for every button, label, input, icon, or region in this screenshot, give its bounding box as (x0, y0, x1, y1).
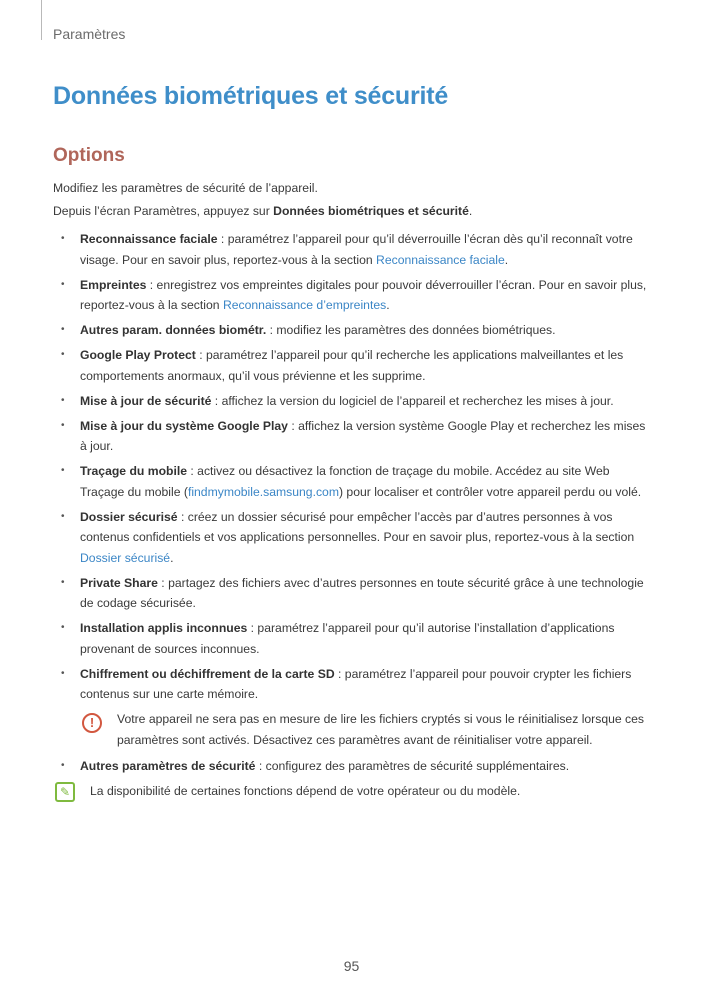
note-callout (53, 781, 653, 802)
header-divider (41, 0, 42, 40)
list-item-other-biometrics: • Autres param. données biométr. : modifiez les paramètres des données biométriques. (53, 320, 653, 341)
warning-callout (53, 709, 653, 750)
section-heading: Options (53, 145, 125, 166)
menu-path: Données biométriques et sécurité (273, 203, 469, 218)
list-item-google-play-system-update: • Mise à jour du système Google Play : affichez la version système Google Play et recherchez les mises à jour. (53, 416, 653, 457)
link-secure-folder[interactable]: Dossier sécurisé (80, 550, 171, 565)
breadcrumb: Paramètres (53, 26, 126, 42)
options-list-continued (53, 756, 653, 777)
instruction-paragraph: Depuis l’écran Paramètres, appuyez sur Données biométriques et sécurité. (53, 203, 473, 218)
link-fingerprint-recognition[interactable]: Reconnaissance d’empreintes (222, 298, 387, 312)
list-item-face-recognition: • Reconnaissance faciale : paramétrez l’appareil pour qu’il déverrouille l’écran dès qu’il reconnaît votre visage. Pour en savoir plus, reportez-vous à la section Reconnaissance faciale. (53, 229, 653, 270)
list-item-sd-encryption: • Chiffrement ou déchiffrement de la carte SD : paramétrez l’appareil pour pouvoir crypter les fichiers contenus sur une carte mémoire. (53, 664, 653, 705)
link-face-recognition[interactable]: Reconnaissance faciale (376, 252, 505, 267)
list-item-private-share: • Private Share : partagez des fichiers avec d’autres personnes en toute sécurité grâce à une technologie de codage sécurisée. (53, 573, 653, 614)
page-title: Données biométriques et sécurité (53, 82, 449, 110)
intro-paragraph: Modifiez les paramètres de sécurité de l’appareil. (53, 181, 318, 195)
list-item-unknown-apps: • Installation applis inconnues : paramétrez l’appareil pour qu’il autorise l’installation d’applications provenant de sources inconnues. (53, 618, 653, 659)
list-item-fingerprints: • Empreintes : enregistrez vos empreintes digitales pour pouvoir déverrouiller l’écran. Pour en savoir plus, reportez-vous à la section Reconnaissance d’empreintes. (53, 275, 653, 316)
content (53, 178, 653, 802)
exclamation-circle-icon: ! (82, 713, 102, 733)
list-item-secure-folder: • Dossier sécurisé : créez un dossier sécurisé pour empêcher l’accès par d’autres personnes à vos contenus confidentiels et vos applications personnelles. Pour en savoir plus, reportez-vous à la section Dossier sécurisé. (53, 507, 653, 569)
page-number: 95 (343, 958, 360, 974)
list-item-google-play-protect: • Google Play Protect : paramétrez l’appareil pour qu’il recherche les applications malveillantes et les comportements anormaux, qu’il vous prévienne et les supprime. (53, 345, 653, 386)
pencil-note-icon: ✎ (55, 782, 75, 802)
note-text: La disponibilité de certaines fonctions dépend de votre opérateur ou du modèle. (90, 784, 521, 798)
warning-text: Votre appareil ne sera pas en mesure de lire les fichiers cryptés si vous le réinitialisez lorsque ces paramètres sont activés. Désactivez ces paramètres avant de réinitialiser votre appareil. (117, 712, 645, 747)
list-item-security-update: • Mise à jour de sécurité : affichez la version du logiciel de l’appareil et recherchez les mises à jour. (53, 391, 653, 412)
list-item-other-security-settings: • Autres paramètres de sécurité : configurez des paramètres de sécurité supplémentaires. (53, 756, 653, 777)
list-item-find-my-mobile: • Traçage du mobile : activez ou désactivez la fonction de traçage du mobile. Accédez au site Web Traçage du mobile (findmymobile.samsung.com) pour localiser et contrôler votre appareil perdu ou volé. (53, 461, 653, 502)
options-list (53, 229, 653, 705)
link-findmymobile[interactable]: findmymobile.samsung.com (187, 484, 339, 499)
